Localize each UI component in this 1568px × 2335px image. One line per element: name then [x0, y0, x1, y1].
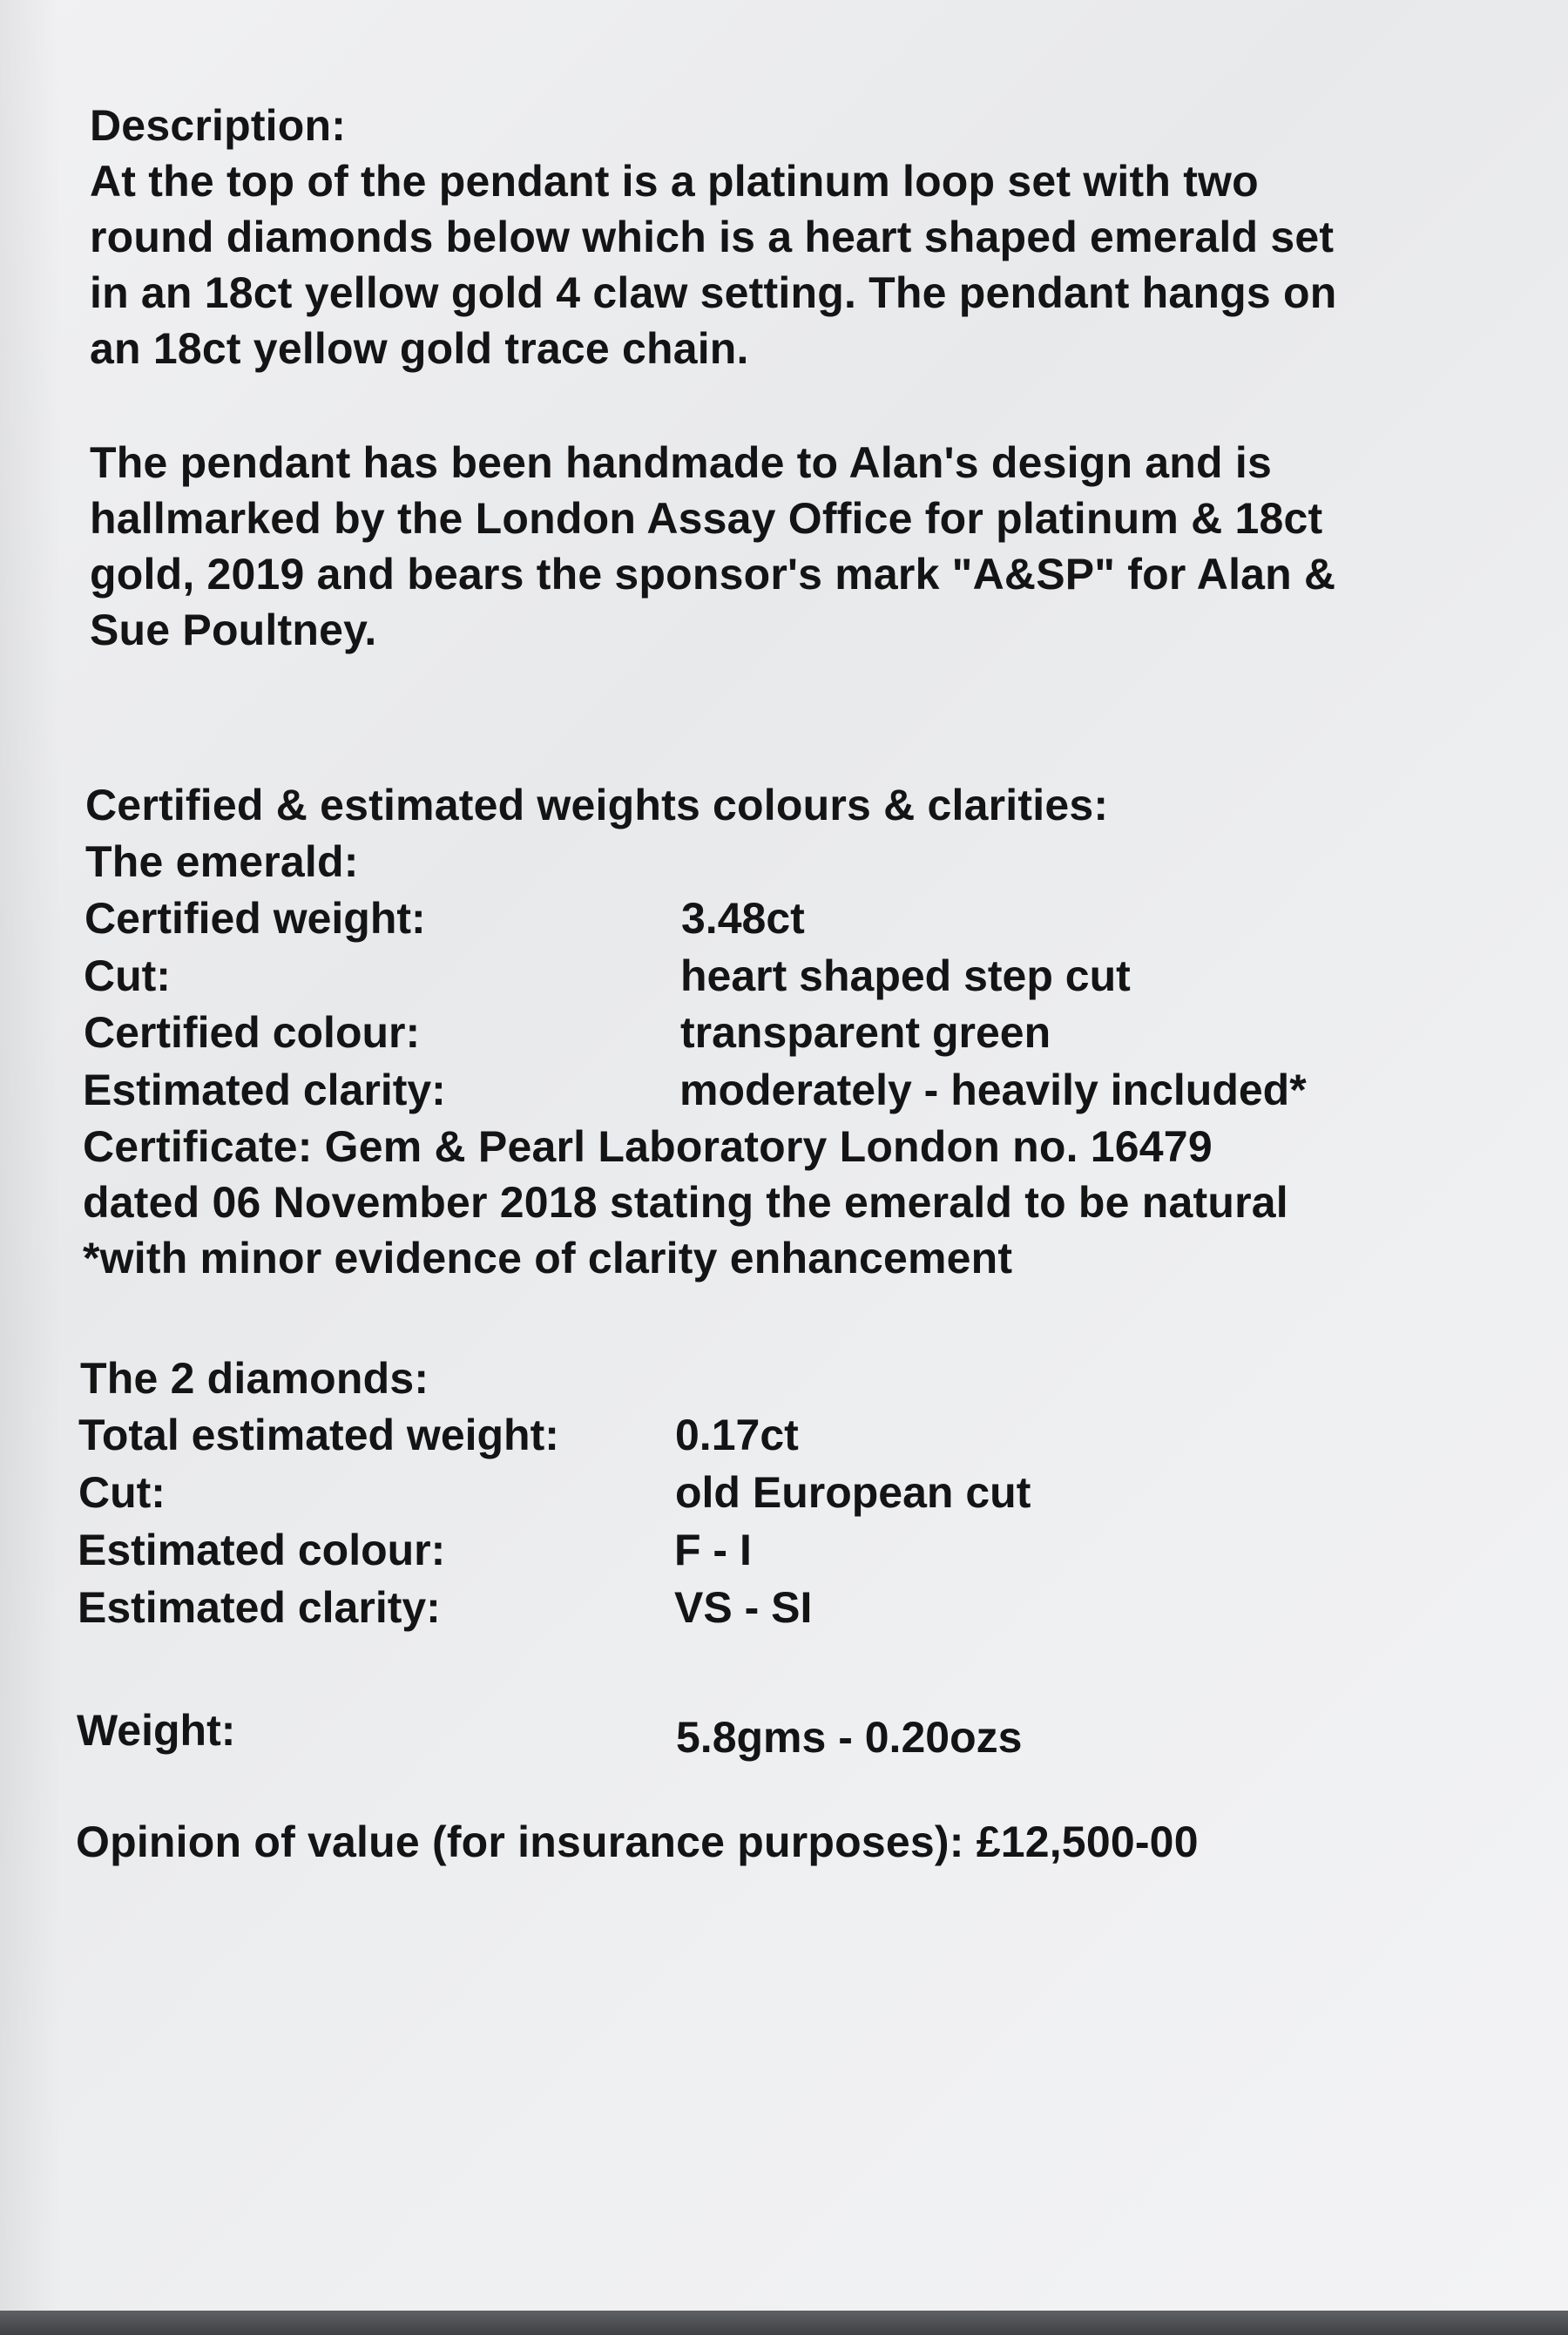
- row-label: Total estimated weight:: [78, 1411, 559, 1459]
- row-label: Estimated clarity:: [83, 1066, 446, 1114]
- row-label: Certified colour:: [84, 1008, 421, 1057]
- row-label: Estimated colour:: [78, 1526, 446, 1574]
- description-heading: Description:: [90, 101, 347, 150]
- row-label: Cut:: [84, 951, 171, 1000]
- row-value: 0.17ct: [675, 1411, 799, 1459]
- show-through-text-1: ⠀: [523, 612, 560, 668]
- row-value: transparent green: [680, 1008, 1051, 1057]
- row-label: Cut:: [78, 1468, 166, 1517]
- row-value: 3.48ct: [681, 894, 805, 943]
- row-label: Certified weight:: [84, 894, 426, 943]
- row-label: Estimated clarity:: [78, 1583, 441, 1632]
- certified-heading: Certified & estimated weights colours & clarities:: [85, 781, 1109, 829]
- row-label: Weight:: [77, 1706, 236, 1755]
- background-edge: [0, 2311, 1568, 2335]
- page-shadow: [0, 0, 61, 2311]
- row-value: 5.8gms - 0.20ozs: [676, 1713, 1023, 1762]
- certificate-text: Certificate: Gem & Pearl Laboratory London no. 16479 dated 06 November 2018 stating the emerald to be natural *with minor evidence of clarity enhancement: [83, 1122, 1288, 1283]
- diamonds-heading: The 2 diamonds:: [80, 1354, 429, 1403]
- description-paragraph-2: The pendant has been handmade to Alan's design and is hallmarked by the London Assay Office for platinum & 18ct gold, 2019 and bears the sponsor's mark "A&SP" for Alan & Sue Poultney.: [90, 438, 1336, 654]
- emerald-heading: The emerald:: [85, 837, 359, 886]
- row-value: heart shaped step cut: [680, 951, 1131, 1000]
- row-value: VS - SI: [674, 1583, 813, 1632]
- row-value: old European cut: [675, 1468, 1031, 1517]
- row-value: moderately - heavily included*: [679, 1066, 1307, 1114]
- opinion-of-value: Opinion of value (for insurance purposes): £12,500-00: [76, 1817, 1199, 1866]
- description-paragraph-1: At the top of the pendant is a platinum loop set with two round diamonds below which is a heart shaped emerald set in an 18ct yellow gold 4 claw setting. The pendant hangs on an 18ct yellow gold trace chain.: [90, 157, 1337, 373]
- row-value: F - I: [674, 1526, 752, 1574]
